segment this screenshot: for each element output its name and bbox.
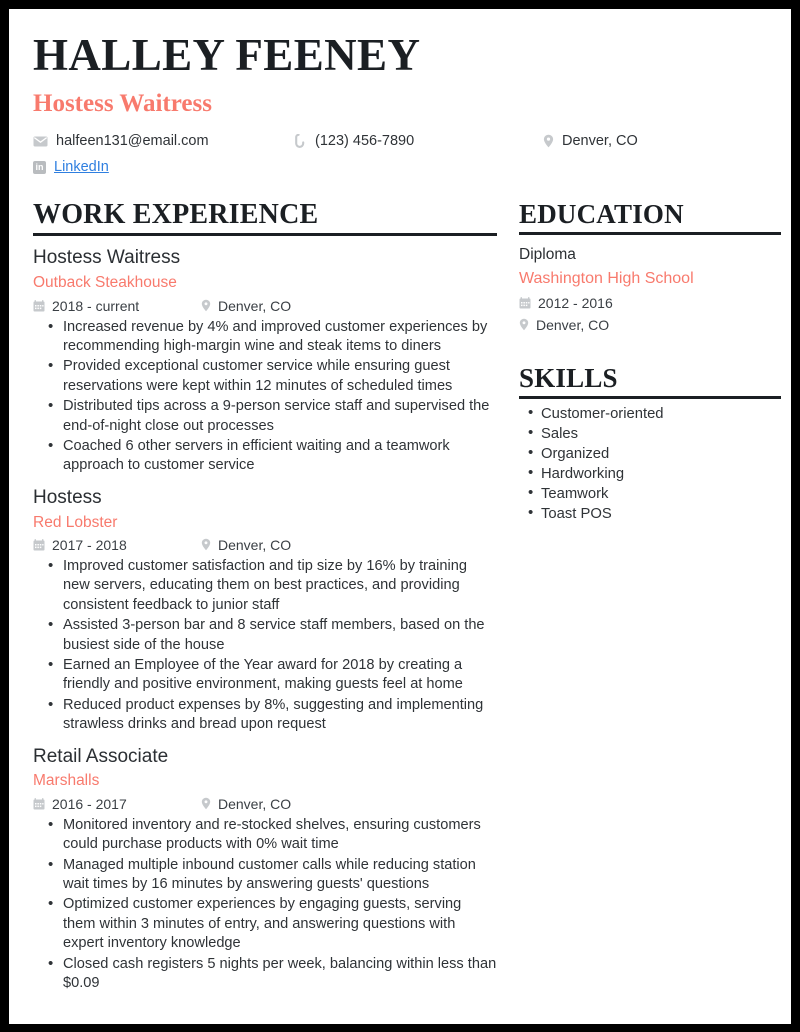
job-dates <box>33 299 201 313</box>
linkedin-link[interactable]: LinkedIn <box>54 158 109 175</box>
section-work-experience <box>33 200 497 993</box>
skill-item: • Toast POS <box>541 504 781 524</box>
work-experience-rule <box>33 233 497 236</box>
resume-page <box>9 9 791 1024</box>
work-experience-item <box>33 487 497 735</box>
calendar-icon <box>33 539 45 551</box>
job-location <box>201 299 291 313</box>
skill-item: • Organized <box>541 444 781 464</box>
calendar-icon <box>33 300 45 312</box>
column-gap <box>497 200 519 994</box>
job-dates <box>33 797 201 811</box>
skill-item: • Hardworking <box>541 464 781 484</box>
job-bullet: • Earned an Employee of the Year award for 2018 by creating a friendly and positive environment, making guests feel at home <box>63 656 497 695</box>
linkedin-icon <box>33 161 46 174</box>
map-pin-icon <box>201 538 211 551</box>
education-location-item <box>519 318 609 332</box>
contact-email-text: halfeen131@email.com <box>56 132 209 149</box>
job-location <box>201 538 291 552</box>
education-dates-item <box>519 296 613 310</box>
job-meta <box>33 795 497 813</box>
job-location-text: Denver, CO <box>218 536 292 553</box>
job-bullet: • Provided exceptional customer service while ensuring guest reservations were kept within 12 minutes of scheduled times <box>63 357 497 396</box>
phone-icon <box>295 134 307 148</box>
map-pin-icon <box>543 134 554 148</box>
contact-phone[interactable] <box>295 134 543 149</box>
calendar-icon <box>519 297 531 309</box>
job-bullet: • Reduced product expenses by 8%, suggesting and implementing strawless drinks and bread upon request <box>63 696 497 735</box>
left-column <box>33 200 497 994</box>
education-title: EDUCATION <box>519 199 684 229</box>
contact-linkedin[interactable] <box>33 160 109 175</box>
contact-location-text: Denver, CO <box>562 132 638 149</box>
right-column <box>519 200 781 994</box>
job-dates <box>33 538 201 552</box>
job-meta <box>33 536 497 554</box>
job-bullet: • Assisted 3-person bar and 8 service staff members, based on the busiest side of the house <box>63 616 497 655</box>
work-experience-item <box>33 746 497 994</box>
resume-header <box>33 30 769 178</box>
resume-body <box>33 200 769 994</box>
calendar-icon <box>33 798 45 810</box>
education-location-text: Denver, CO <box>536 316 610 333</box>
education-location <box>519 316 781 334</box>
contact-phone-text: (123) 456-7890 <box>315 132 415 149</box>
job-bullets <box>33 816 497 994</box>
job-dates-text: 2018 - current <box>52 297 140 314</box>
skills-list <box>519 404 781 525</box>
contact-row-secondary <box>33 156 769 178</box>
education-school: Washington High School <box>519 269 694 287</box>
envelope-icon <box>33 136 48 147</box>
work-experience-title: WORK EXPERIENCE <box>33 199 319 230</box>
contact-block <box>33 130 769 178</box>
job-location-text: Denver, CO <box>218 297 292 314</box>
job-bullets <box>33 318 497 476</box>
job-bullet: • Coached 6 other servers in efficient waiting and a teamwork approach to customer service <box>63 437 497 476</box>
linkedin-badge-text: in <box>33 161 46 174</box>
job-dates-text: 2017 - 2018 <box>52 536 127 553</box>
contact-row-primary <box>33 130 769 152</box>
job-bullet: • Optimized customer experiences by engaging guests, serving them within 3 minutes of entry, and answering questions with expert inventory knowledge <box>63 895 497 953</box>
section-skills <box>519 364 781 525</box>
skills-title: SKILLS <box>519 362 618 393</box>
skills-rule <box>519 396 781 399</box>
job-dates-text: 2016 - 2017 <box>52 795 127 812</box>
job-organization: Red Lobster <box>33 513 118 531</box>
job-location <box>201 797 291 811</box>
skill-item: • Customer-oriented <box>541 404 781 424</box>
job-title: Retail Associate <box>33 745 169 767</box>
job-organization: Marshalls <box>33 772 100 790</box>
job-bullet: • Managed multiple inbound customer calls while reducing station wait times by 16 minutes by answering guests' questions <box>63 856 497 895</box>
job-bullet: • Increased revenue by 4% and improved customer experiences by recommending high-margin wine and steak items to diners <box>63 318 497 357</box>
job-title: Hostess <box>33 486 102 508</box>
education-dates-text: 2012 - 2016 <box>538 294 613 311</box>
contact-email[interactable] <box>33 134 295 149</box>
section-education <box>519 200 781 334</box>
work-experience-item <box>33 247 497 475</box>
map-pin-icon <box>201 299 211 312</box>
map-pin-icon <box>201 797 211 810</box>
job-bullet: • Improved customer satisfaction and tip size by 16% by training new servers, educating them on best practices, and providing consistent feedback to junior staff <box>63 557 497 615</box>
candidate-headline: Hostess Waitress <box>33 90 212 117</box>
candidate-name: HALLEY FEENEY <box>33 30 421 80</box>
skill-item: • Sales <box>541 424 781 444</box>
education-rule <box>519 232 781 235</box>
education-item <box>519 245 781 333</box>
education-dates <box>519 294 781 312</box>
job-bullet: • Closed cash registers 5 nights per week, balancing within less than $0.09 <box>63 955 497 994</box>
education-degree: Diploma <box>519 246 576 264</box>
job-location-text: Denver, CO <box>218 795 292 812</box>
job-organization: Outback Steakhouse <box>33 274 177 292</box>
map-pin-icon <box>519 318 529 331</box>
job-bullet: • Distributed tips across a 9-person service staff and supervised the end-of-night close out processes <box>63 397 497 436</box>
job-meta <box>33 297 497 315</box>
job-bullet: • Monitored inventory and re-stocked shelves, ensuring customers could purchase products with 0% wait time <box>63 816 497 855</box>
job-title: Hostess Waitress <box>33 247 181 269</box>
job-bullets <box>33 557 497 735</box>
contact-location <box>543 134 743 149</box>
skill-item: • Teamwork <box>541 484 781 504</box>
